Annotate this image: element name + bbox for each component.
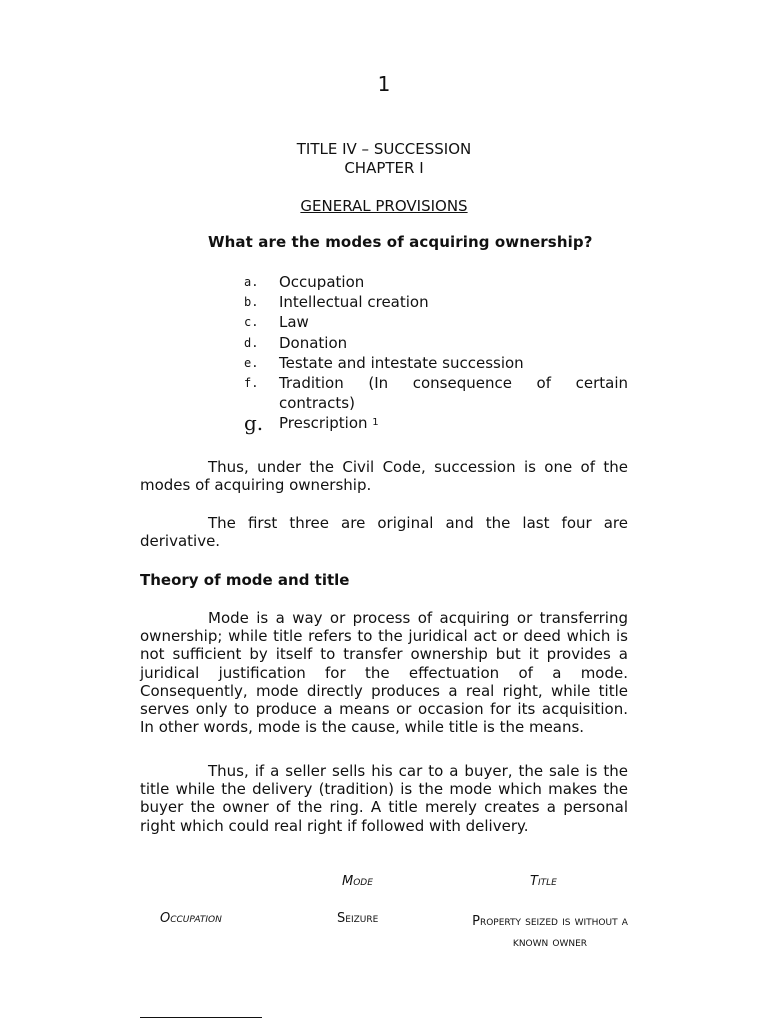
list-text: Tradition (In consequence of certain contracts) [279, 374, 628, 413]
list-letter: d. [244, 335, 259, 350]
paragraph [140, 514, 628, 550]
list-item [244, 312, 628, 332]
list-letter: f. [244, 376, 259, 391]
list-text [279, 413, 628, 433]
footnote-divider [140, 1017, 262, 1018]
list-text: Intellectual creation [279, 293, 429, 312]
list-item [244, 292, 628, 312]
question-heading: What are the modes of acquiring ownership? [208, 233, 593, 251]
page-number: 1 [377, 72, 391, 96]
paragraph-text: Thus, under the Civil Code, succession is one of the modes of acquiring ownership. [140, 458, 628, 495]
table-cell-title: Property seized is without a known owner [472, 914, 628, 950]
title-heading: TITLE IV – SUCCESSION [296, 140, 472, 158]
list-text: Occupation [279, 273, 365, 291]
table-cell-mode: Seizure [337, 911, 379, 926]
section-heading: GENERAL PROVISIONS [300, 197, 468, 215]
paragraph [140, 609, 628, 736]
paragraph-text: Mode is a way or process of acquiring or transferring ownership; while title refers to the juridical act or deed which is not sufficient by itself to transfer ownership but it provides a juridical justification for the effectuation of a mode. Consequently, mode directly produces a real right, while title serves only to produce a means or occasion for its acquisition. In other words, mode is the cause, while title is the means. [140, 609, 628, 737]
list-letter: b. [244, 295, 259, 310]
paragraph-text: Thus, if a seller sells his car to a buyer, the sale is the title while the delivery (tradition) is the mode which makes the buyer the owner of the ring. A title merely creates a personal right which could real right if followed with delivery. [140, 762, 628, 835]
list-letter: g. [244, 411, 264, 436]
table-header-title: Title [530, 874, 557, 889]
modes-list [244, 272, 628, 434]
list-letter: e. [244, 355, 259, 370]
list-item [244, 411, 628, 436]
list-item [244, 272, 628, 292]
footnote-marker: 1 [372, 417, 379, 429]
list-text: Law [279, 313, 309, 332]
list-text-value: Prescription [279, 414, 368, 433]
list-item [244, 373, 628, 413]
list-letter: a. [244, 275, 259, 289]
paragraph-text: The first three are original and the last four are derivative. [140, 514, 628, 551]
list-text: Testate and intestate succession [279, 353, 524, 372]
chapter-heading: CHAPTER I [344, 159, 424, 177]
table-header-mode: Mode [342, 874, 373, 889]
paragraph [140, 458, 628, 494]
list-item [244, 353, 628, 373]
list-letter: c. [244, 315, 259, 330]
subheading: Theory of mode and title [140, 571, 350, 589]
list-text: Donation [279, 333, 348, 352]
paragraph [140, 762, 628, 835]
list-item [244, 333, 628, 353]
table-row-label: Occupation [160, 911, 222, 926]
